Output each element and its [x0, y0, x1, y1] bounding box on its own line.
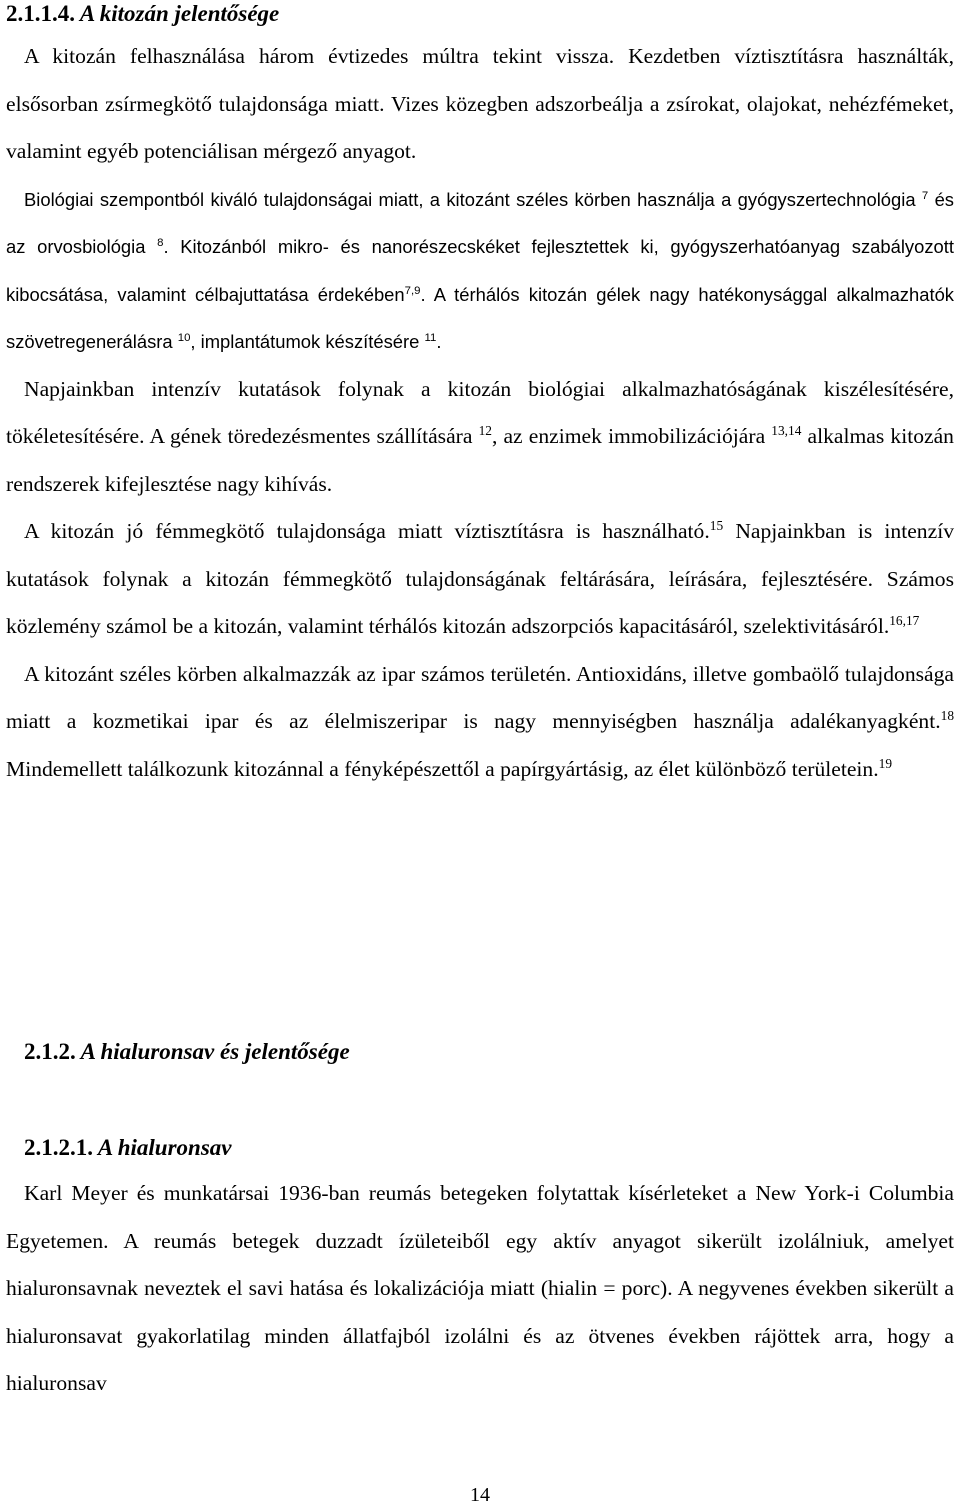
reference-superscript: 10 [177, 332, 191, 345]
reference-superscript: 8 [157, 237, 164, 250]
paragraph-research [6, 366, 954, 509]
text-run: . Kitozánból mikro- és nanorészecskéket fejlesztettek ki, gyógyszerhatóanyag szabályozott kibocsátása, valamint célbajuttatása érdekében [6, 236, 955, 305]
paragraph-biological-use [6, 176, 954, 366]
text-run: . A térhálós kitozán gélek nagy hatékonysággal alkalmazhatók szövetregenerálásra [6, 283, 954, 352]
heading-number: 2.1.2. [24, 1039, 76, 1064]
paragraph-hialuronsav-history: Karl Meyer és munkatársai 1936-ban reumás betegeken folytattak kísérleteket a New York-i Columbia Egyetemen. A reumás betegek duzzadt ízületeiből egy aktív anyagot sikerült izolálniuk, amelyet hialuronsavnak neveztek el savi hatása és lokalizációja miatt (hialin = porc). A negyvenes években sikerült a hialuronsavat gyakorlatilag minden állatfajból izolálni és az ötvenes években rájöttek arra, hogy a hialuronsav [6, 1181, 954, 1395]
reference-superscript: 11 [424, 332, 437, 345]
heading-title: A kitozán jelentősége [79, 1, 280, 26]
page-number: 14 [470, 1484, 490, 1506]
reference-superscript: 13,14 [771, 422, 802, 438]
heading-title: A hialuronsav [97, 1135, 232, 1160]
text-run: Napjainkban is intenzív kutatások folynak a kitozán fémmegkötő tulajdonságának feltárására, leírására, fejlesztésére. Számos közlemény számol be a kitozán, valamint térhálós kitozán adszorpciós kapacitásáról, szelektivitásáról. [6, 519, 954, 638]
paragraph-metal-binding [6, 508, 954, 651]
heading-2-1-2-1 [24, 1134, 232, 1161]
text-run: . [436, 331, 442, 352]
section-body-hialuronsav [6, 1170, 954, 1408]
reference-superscript: 15 [709, 517, 724, 533]
text-run: alkalmas kitozán rendszerek kifejlesztése nagy kihívás. [6, 424, 954, 496]
reference-superscript: 12 [478, 422, 492, 438]
reference-superscript: 16,17 [889, 612, 920, 628]
text-run: A kitozán jó fémmegkötő tulajdonsága miatt víztisztításra is használható. [24, 519, 710, 543]
text-run: A kitozánt széles körben alkalmazzák az ipar számos területén. Antioxidáns, illetve gombaölő tulajdonsága miatt a kozmetikai ipar és az élelmiszeripar is nagy mennyiségben használja adalékanyagként. [6, 661, 954, 733]
text-run: Napjainkban intenzív kutatások folynak a kitozán biológiai alkalmazhatóságának kiszélesítésére, tökéletesítésére. A gének töredezésmentes szállítására [6, 376, 954, 448]
text-run: és az orvosbiológia [6, 188, 954, 257]
paragraph-industry [6, 651, 954, 794]
text-run: Biológiai szempontból kiváló tulajdonságai miatt, a kitozánt széles körben használja a gyógyszertechnológia [24, 188, 922, 210]
reference-superscript: 7 [921, 189, 929, 202]
heading-2-1-1-4 [6, 0, 279, 27]
document-page [6, 0, 954, 1509]
reference-superscript: 19 [878, 755, 893, 771]
heading-number: 2.1.1.4. [6, 1, 75, 26]
paragraph-history: A kitozán felhasználása három évtizedes múltra tekint vissza. Kezdetben víztisztításra használták, elsősorban zsírmegkötő tulajdonsága miatt. Vizes közegben adszorbeálja a zsírokat, olajokat, nehézfémeket, valamint egyéb potenciálisan mérgező anyagot. [6, 44, 954, 163]
heading-2-1-2 [24, 1038, 350, 1065]
text-run: , implantátumok készítésére [190, 331, 425, 352]
heading-number: 2.1.2.1. [24, 1135, 93, 1160]
section-body-kitozan [6, 33, 954, 793]
reference-superscript: 18 [940, 707, 954, 723]
heading-title: A hialuronsav és jelentősége [80, 1039, 350, 1064]
text-run: Mindemellett találkozunk kitozánnal a fényképészettől a papírgyártásig, az élet különböző területein. [6, 756, 879, 781]
reference-superscript: 7,9 [404, 284, 421, 297]
text-run: , az enzimek immobilizációjára [491, 424, 772, 448]
